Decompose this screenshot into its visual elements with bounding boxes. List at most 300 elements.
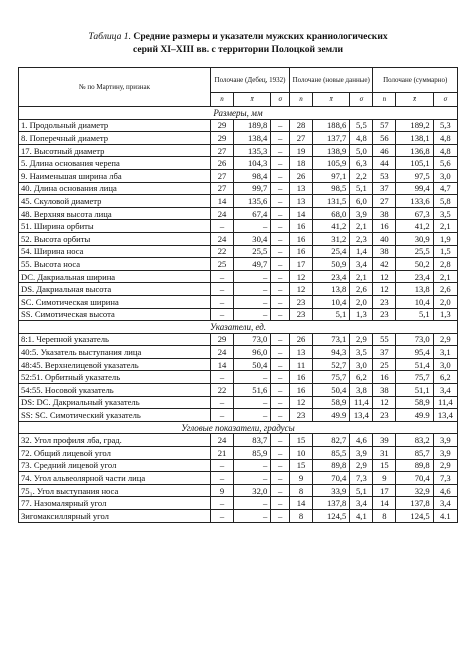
table-row bbox=[19, 182, 458, 195]
value-cell: – bbox=[271, 195, 290, 208]
feature-label: 51. Ширина орбиты bbox=[19, 220, 211, 233]
value-cell: 49.9 bbox=[396, 409, 433, 422]
value-cell: 12 bbox=[373, 283, 396, 296]
table-row bbox=[19, 207, 458, 220]
value-cell: – bbox=[211, 283, 234, 296]
value-cell: 9 bbox=[290, 472, 313, 485]
feature-label: DC. Дакриальная ширина bbox=[19, 270, 211, 283]
value-cell: 37 bbox=[373, 182, 396, 195]
feature-label: 72. Общий лицевой угол bbox=[19, 447, 211, 460]
table-row bbox=[19, 472, 458, 485]
table-row bbox=[19, 384, 458, 397]
value-cell: 21 bbox=[211, 447, 234, 460]
value-cell: 1,3 bbox=[350, 308, 373, 321]
value-cell: 14 bbox=[373, 497, 396, 510]
value-cell: 73,1 bbox=[313, 333, 350, 346]
table-row bbox=[19, 308, 458, 321]
feature-label: DS: DC. Дакриальный указатель bbox=[19, 396, 211, 409]
value-cell: 85,5 bbox=[313, 447, 350, 460]
feature-label: 8. Поперечный диаметр bbox=[19, 132, 211, 145]
value-cell: 12 bbox=[290, 283, 313, 296]
value-cell: 99,4 bbox=[396, 182, 433, 195]
value-cell: – bbox=[271, 144, 290, 157]
value-cell: 3,8 bbox=[350, 384, 373, 397]
value-cell: 138,9 bbox=[313, 144, 350, 157]
value-cell: 27 bbox=[211, 144, 234, 157]
value-cell: 1,9 bbox=[433, 232, 457, 245]
value-cell: 14 bbox=[290, 207, 313, 220]
value-cell: 30,9 bbox=[396, 232, 433, 245]
feature-label: 40. Длина основания лица bbox=[19, 182, 211, 195]
value-cell: 97,1 bbox=[313, 169, 350, 182]
value-cell: 97,5 bbox=[396, 169, 433, 182]
section-title: Угловые показатели, градусы bbox=[19, 421, 458, 434]
feature-label: 48:45. Верхнелицевой указатель bbox=[19, 358, 211, 371]
table-row bbox=[19, 283, 458, 296]
subheader-sigma: σ bbox=[350, 93, 373, 107]
value-cell: – bbox=[271, 245, 290, 258]
value-cell: 5,8 bbox=[433, 195, 457, 208]
caption-lead: Таблица 1. bbox=[88, 31, 131, 42]
value-cell: 7,3 bbox=[350, 472, 373, 485]
feature-label: 32. Угол профиля лба, град. bbox=[19, 434, 211, 447]
value-cell: 26 bbox=[290, 169, 313, 182]
value-cell: 2,9 bbox=[433, 459, 457, 472]
value-cell: 2,3 bbox=[350, 232, 373, 245]
value-cell: – bbox=[234, 283, 271, 296]
feature-label: 75₁. Угол выступания носа bbox=[19, 484, 211, 497]
value-cell: – bbox=[234, 459, 271, 472]
value-cell: 12 bbox=[290, 270, 313, 283]
value-cell: – bbox=[234, 510, 271, 523]
value-cell: 42 bbox=[373, 258, 396, 271]
feature-label: 45. Скуловой диаметр bbox=[19, 195, 211, 208]
value-cell: 85,9 bbox=[234, 447, 271, 460]
value-cell: 1,3 bbox=[433, 308, 457, 321]
section-title: Размеры, мм bbox=[19, 107, 458, 120]
feature-label: 17. Высотный диаметр bbox=[19, 144, 211, 157]
value-cell: – bbox=[271, 409, 290, 422]
value-cell: 2,2 bbox=[350, 169, 373, 182]
group-header-total: Полочане (суммарно) bbox=[373, 68, 458, 93]
table-row bbox=[19, 195, 458, 208]
feature-label: 74. Угол альвеолярной части лица bbox=[19, 472, 211, 485]
value-cell: 13,4 bbox=[433, 409, 457, 422]
value-cell: 124,5 bbox=[396, 510, 433, 523]
value-cell: 3,4 bbox=[433, 497, 457, 510]
section-row bbox=[19, 107, 458, 120]
value-cell: 19 bbox=[290, 144, 313, 157]
feature-label: 55. Высота носа bbox=[19, 258, 211, 271]
value-cell: 189,8 bbox=[234, 119, 271, 132]
value-cell: 27 bbox=[373, 195, 396, 208]
table-row bbox=[19, 484, 458, 497]
value-cell: – bbox=[271, 384, 290, 397]
value-cell: 82,7 bbox=[313, 434, 350, 447]
value-cell: – bbox=[271, 459, 290, 472]
value-cell: 1,5 bbox=[433, 245, 457, 258]
value-cell: 56 bbox=[373, 132, 396, 145]
feature-label: SS. Симотическая высота bbox=[19, 308, 211, 321]
table-row bbox=[19, 333, 458, 346]
value-cell: – bbox=[271, 346, 290, 359]
value-cell: – bbox=[271, 270, 290, 283]
value-cell: 23 bbox=[290, 308, 313, 321]
value-cell: – bbox=[271, 308, 290, 321]
value-cell: 12 bbox=[373, 396, 396, 409]
value-cell: 7,3 bbox=[433, 472, 457, 485]
value-cell: – bbox=[271, 220, 290, 233]
table-row bbox=[19, 220, 458, 233]
value-cell: 4,7 bbox=[433, 182, 457, 195]
value-cell: 41,2 bbox=[396, 220, 433, 233]
value-cell: 124,5 bbox=[313, 510, 350, 523]
table-row bbox=[19, 346, 458, 359]
value-cell: 67,3 bbox=[396, 207, 433, 220]
value-cell: 22 bbox=[211, 245, 234, 258]
value-cell: 188,6 bbox=[313, 119, 350, 132]
feature-label: 1. Продольный диаметр bbox=[19, 119, 211, 132]
value-cell: 2,1 bbox=[433, 270, 457, 283]
value-cell: 46 bbox=[373, 144, 396, 157]
value-cell: 55 bbox=[373, 333, 396, 346]
value-cell: 24 bbox=[211, 434, 234, 447]
value-cell: 16 bbox=[290, 371, 313, 384]
value-cell: 39 bbox=[373, 434, 396, 447]
value-cell: 137,7 bbox=[313, 132, 350, 145]
value-cell: 98,4 bbox=[234, 169, 271, 182]
value-cell: 4,8 bbox=[350, 132, 373, 145]
value-cell: 38 bbox=[373, 384, 396, 397]
feature-label: 54:55. Носовой указатель bbox=[19, 384, 211, 397]
value-cell: 15 bbox=[290, 459, 313, 472]
table-row bbox=[19, 169, 458, 182]
value-cell: 10,4 bbox=[396, 295, 433, 308]
value-cell: – bbox=[271, 132, 290, 145]
value-cell: 6,2 bbox=[433, 371, 457, 384]
value-cell: – bbox=[271, 333, 290, 346]
value-cell: 13,8 bbox=[313, 283, 350, 296]
value-cell: 189,2 bbox=[396, 119, 433, 132]
value-cell: – bbox=[271, 497, 290, 510]
value-cell: 44 bbox=[373, 157, 396, 170]
value-cell: 2,6 bbox=[350, 283, 373, 296]
feature-column-header: № по Мартину, признак bbox=[19, 68, 211, 107]
value-cell: 3,1 bbox=[433, 346, 457, 359]
value-cell: 11 bbox=[290, 358, 313, 371]
value-cell: 38 bbox=[373, 207, 396, 220]
caption-title-line1: Средние размеры и указатели мужских краниологических bbox=[133, 31, 388, 42]
value-cell: 24 bbox=[211, 207, 234, 220]
value-cell: 2,8 bbox=[433, 258, 457, 271]
feature-label: SC. Симотическая ширина bbox=[19, 295, 211, 308]
value-cell: 11,4 bbox=[433, 396, 457, 409]
value-cell: – bbox=[211, 409, 234, 422]
value-cell: – bbox=[271, 295, 290, 308]
value-cell: 8 bbox=[290, 484, 313, 497]
value-cell: 137,8 bbox=[396, 497, 433, 510]
value-cell: 2,9 bbox=[433, 333, 457, 346]
value-cell: 17 bbox=[373, 484, 396, 497]
value-cell: 16 bbox=[290, 232, 313, 245]
subheader-mean: x̄ bbox=[234, 93, 271, 107]
feature-label: 52:51. Орбитный указатель bbox=[19, 371, 211, 384]
value-cell: 70,4 bbox=[313, 472, 350, 485]
value-cell: 58,9 bbox=[313, 396, 350, 409]
value-cell: – bbox=[234, 497, 271, 510]
value-cell: 23 bbox=[290, 295, 313, 308]
table-caption bbox=[14, 30, 462, 56]
value-cell: – bbox=[271, 358, 290, 371]
table-row bbox=[19, 358, 458, 371]
value-cell: – bbox=[271, 447, 290, 460]
feature-label: 52. Высота орбиты bbox=[19, 232, 211, 245]
value-cell: 41,2 bbox=[313, 220, 350, 233]
value-cell: 25,4 bbox=[313, 245, 350, 258]
value-cell: 25,5 bbox=[396, 245, 433, 258]
value-cell: 1,4 bbox=[350, 245, 373, 258]
feature-label: SS: SC. Симотический указатель bbox=[19, 409, 211, 422]
value-cell: – bbox=[271, 207, 290, 220]
value-cell: 23 bbox=[373, 308, 396, 321]
value-cell: 22 bbox=[211, 384, 234, 397]
value-cell: 29 bbox=[211, 132, 234, 145]
value-cell: 3,0 bbox=[433, 169, 457, 182]
value-cell: 5,1 bbox=[396, 308, 433, 321]
value-cell: 9 bbox=[373, 472, 396, 485]
value-cell: 24 bbox=[211, 346, 234, 359]
subheader-sigma: σ bbox=[271, 93, 290, 107]
value-cell: – bbox=[211, 220, 234, 233]
value-cell: 23 bbox=[290, 409, 313, 422]
value-cell: 53 bbox=[373, 169, 396, 182]
measurements-table bbox=[18, 67, 458, 523]
value-cell: – bbox=[271, 484, 290, 497]
value-cell: – bbox=[234, 295, 271, 308]
value-cell: 5,1 bbox=[350, 484, 373, 497]
value-cell: – bbox=[211, 497, 234, 510]
value-cell: 17 bbox=[290, 258, 313, 271]
table-row bbox=[19, 371, 458, 384]
value-cell: 5,5 bbox=[350, 119, 373, 132]
value-cell: – bbox=[271, 396, 290, 409]
table-row bbox=[19, 132, 458, 145]
value-cell: 16 bbox=[290, 384, 313, 397]
value-cell: – bbox=[271, 157, 290, 170]
table-row bbox=[19, 409, 458, 422]
value-cell: 5,6 bbox=[433, 157, 457, 170]
value-cell: 14 bbox=[290, 497, 313, 510]
value-cell: 3,5 bbox=[350, 346, 373, 359]
value-cell: 131,5 bbox=[313, 195, 350, 208]
value-cell: – bbox=[271, 182, 290, 195]
value-cell: – bbox=[234, 308, 271, 321]
value-cell: 89,8 bbox=[313, 459, 350, 472]
value-cell: 136,8 bbox=[396, 144, 433, 157]
value-cell: 26 bbox=[290, 333, 313, 346]
value-cell: 4,6 bbox=[433, 484, 457, 497]
value-cell: 2,1 bbox=[433, 220, 457, 233]
subheader-n: n bbox=[290, 93, 313, 107]
value-cell: 73,0 bbox=[396, 333, 433, 346]
value-cell: 2,1 bbox=[350, 270, 373, 283]
value-cell: 2,6 bbox=[433, 283, 457, 296]
value-cell: – bbox=[234, 472, 271, 485]
value-cell: – bbox=[211, 295, 234, 308]
value-cell: – bbox=[271, 510, 290, 523]
value-cell: 85,7 bbox=[396, 447, 433, 460]
feature-label: 9. Наименьшая ширина лба bbox=[19, 169, 211, 182]
feature-label: 77. Назомалярный угол bbox=[19, 497, 211, 510]
value-cell: 73,0 bbox=[234, 333, 271, 346]
value-cell: – bbox=[271, 472, 290, 485]
table-row bbox=[19, 245, 458, 258]
value-cell: 105,9 bbox=[313, 157, 350, 170]
table-row bbox=[19, 144, 458, 157]
value-cell: 68,0 bbox=[313, 207, 350, 220]
value-cell: 3,5 bbox=[433, 207, 457, 220]
value-cell: 31,2 bbox=[313, 232, 350, 245]
value-cell: 5,3 bbox=[433, 119, 457, 132]
feature-label: 8:1. Черепной указатель bbox=[19, 333, 211, 346]
section-row bbox=[19, 421, 458, 434]
value-cell: – bbox=[271, 371, 290, 384]
value-cell: 2,1 bbox=[350, 220, 373, 233]
value-cell: 13 bbox=[290, 346, 313, 359]
value-cell: 70,4 bbox=[396, 472, 433, 485]
value-cell: – bbox=[211, 510, 234, 523]
value-cell: 94,3 bbox=[313, 346, 350, 359]
value-cell: 23 bbox=[373, 409, 396, 422]
value-cell: 51,4 bbox=[396, 358, 433, 371]
value-cell: 8 bbox=[373, 510, 396, 523]
value-cell: 16 bbox=[290, 220, 313, 233]
value-cell: 133,6 bbox=[396, 195, 433, 208]
section-title: Указатели, ед. bbox=[19, 321, 458, 334]
value-cell: – bbox=[271, 283, 290, 296]
value-cell: 6,2 bbox=[350, 371, 373, 384]
value-cell: 13 bbox=[290, 182, 313, 195]
table-row bbox=[19, 447, 458, 460]
value-cell: 30,4 bbox=[234, 232, 271, 245]
value-cell: 13 bbox=[290, 195, 313, 208]
value-cell: 83,7 bbox=[234, 434, 271, 447]
value-cell: 4.1 bbox=[433, 510, 457, 523]
section-row bbox=[19, 321, 458, 334]
table-row bbox=[19, 157, 458, 170]
value-cell: 37 bbox=[373, 346, 396, 359]
value-cell: – bbox=[211, 371, 234, 384]
value-cell: – bbox=[234, 220, 271, 233]
value-cell: 75,7 bbox=[313, 371, 350, 384]
value-cell: 14 bbox=[211, 358, 234, 371]
subheader-mean: x̄ bbox=[396, 93, 433, 107]
value-cell: – bbox=[271, 434, 290, 447]
table-row bbox=[19, 232, 458, 245]
table-row bbox=[19, 510, 458, 523]
value-cell: 27 bbox=[290, 132, 313, 145]
table-row bbox=[19, 497, 458, 510]
subheader-mean: x̄ bbox=[313, 93, 350, 107]
value-cell: 105,1 bbox=[396, 157, 433, 170]
value-cell: 50,4 bbox=[313, 384, 350, 397]
value-cell: 18 bbox=[290, 157, 313, 170]
value-cell: – bbox=[271, 169, 290, 182]
value-cell: 15 bbox=[290, 434, 313, 447]
value-cell: 28 bbox=[290, 119, 313, 132]
value-cell: 95,4 bbox=[396, 346, 433, 359]
value-cell: 25,5 bbox=[234, 245, 271, 258]
table-row bbox=[19, 396, 458, 409]
value-cell: 27 bbox=[211, 169, 234, 182]
value-cell: 10,4 bbox=[313, 295, 350, 308]
value-cell: 3,4 bbox=[433, 384, 457, 397]
subheader-n: n bbox=[373, 93, 396, 107]
value-cell: 5,1 bbox=[350, 182, 373, 195]
table-row bbox=[19, 434, 458, 447]
value-cell: 14 bbox=[211, 195, 234, 208]
caption-title-line2: серий XI–XIII вв. с территории Полоцкой земли bbox=[132, 44, 344, 55]
group-header-new-data: Полочане (новые данные) bbox=[290, 68, 373, 93]
value-cell: 2,9 bbox=[350, 459, 373, 472]
value-cell: 9 bbox=[211, 484, 234, 497]
value-cell: – bbox=[234, 270, 271, 283]
value-cell: – bbox=[234, 371, 271, 384]
value-cell: 25 bbox=[373, 358, 396, 371]
value-cell: 51,6 bbox=[234, 384, 271, 397]
value-cell: 13,8 bbox=[396, 283, 433, 296]
value-cell: 15 bbox=[373, 459, 396, 472]
table-row bbox=[19, 459, 458, 472]
feature-label: 54. Ширина носа bbox=[19, 245, 211, 258]
table-row bbox=[19, 270, 458, 283]
value-cell: 52,7 bbox=[313, 358, 350, 371]
value-cell: 24 bbox=[211, 232, 234, 245]
value-cell: 99,7 bbox=[234, 182, 271, 195]
value-cell: 38 bbox=[373, 245, 396, 258]
value-cell: 2,9 bbox=[350, 333, 373, 346]
value-cell: 4,6 bbox=[350, 434, 373, 447]
value-cell: – bbox=[211, 270, 234, 283]
value-cell: 3,9 bbox=[350, 207, 373, 220]
value-cell: 29 bbox=[211, 119, 234, 132]
feature-label: DS. Дакриальная высота bbox=[19, 283, 211, 296]
value-cell: 4,8 bbox=[433, 144, 457, 157]
value-cell: 98,5 bbox=[313, 182, 350, 195]
value-cell: – bbox=[211, 472, 234, 485]
value-cell: 49,7 bbox=[234, 258, 271, 271]
value-cell: 3,4 bbox=[350, 258, 373, 271]
value-cell: 5,0 bbox=[350, 144, 373, 157]
value-cell: 50,9 bbox=[313, 258, 350, 271]
value-cell: 32,9 bbox=[396, 484, 433, 497]
value-cell: 83,2 bbox=[396, 434, 433, 447]
feature-label: 48. Верхняя высота лица bbox=[19, 207, 211, 220]
value-cell: 4,1 bbox=[350, 510, 373, 523]
value-cell: 89,8 bbox=[396, 459, 433, 472]
feature-label: 5. Длина основания черепа bbox=[19, 157, 211, 170]
value-cell: 6,3 bbox=[350, 157, 373, 170]
value-cell: 50,4 bbox=[234, 358, 271, 371]
value-cell: 49.9 bbox=[313, 409, 350, 422]
value-cell: 12 bbox=[290, 396, 313, 409]
value-cell: – bbox=[234, 409, 271, 422]
value-cell: 33,9 bbox=[313, 484, 350, 497]
value-cell: 16 bbox=[373, 371, 396, 384]
value-cell: 13,4 bbox=[350, 409, 373, 422]
value-cell: – bbox=[211, 308, 234, 321]
subheader-n: n bbox=[211, 93, 234, 107]
